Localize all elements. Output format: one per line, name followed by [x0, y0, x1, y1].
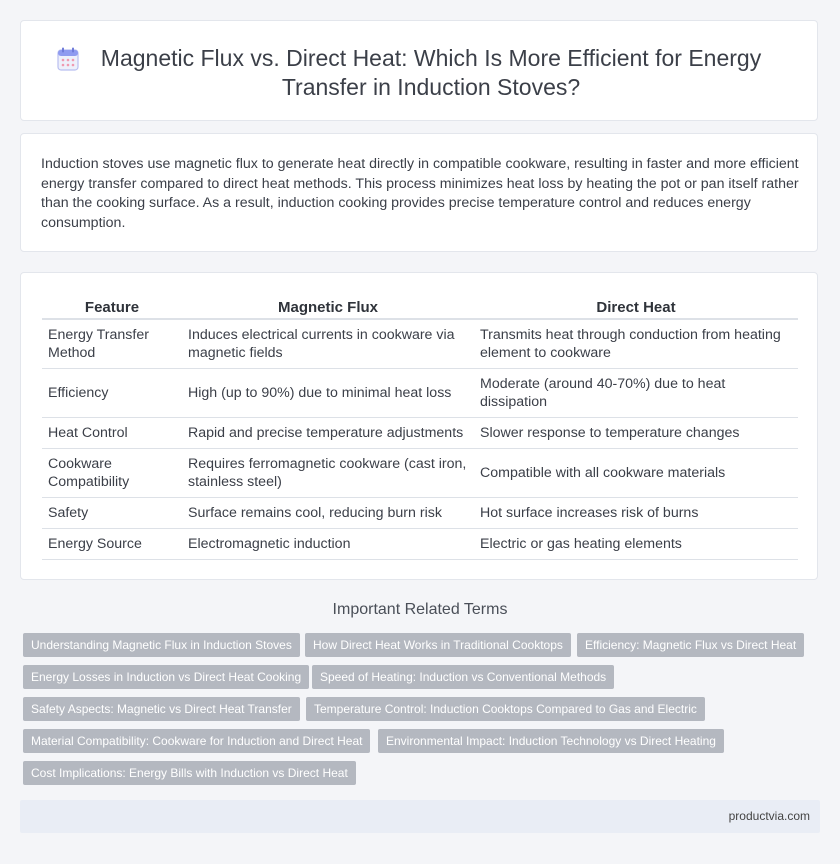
table-cell: Hot surface increases risk of burns: [474, 497, 798, 528]
table-cell: Heat Control: [42, 417, 182, 448]
table-cell: Compatible with all cookware materials: [474, 448, 798, 497]
table-row: [42, 368, 798, 417]
related-term-tag[interactable]: Understanding Magnetic Flux in Induction Stoves: [23, 633, 300, 657]
column-header: Magnetic Flux: [182, 296, 474, 319]
related-term-tag[interactable]: Environmental Impact: Induction Technology vs Direct Heating: [378, 729, 724, 753]
table-row: [42, 497, 798, 528]
table-cell: Electric or gas heating elements: [474, 528, 798, 559]
table-cell: Moderate (around 40-70%) due to heat dissipation: [474, 368, 798, 417]
table-cell: Induces electrical currents in cookware via magnetic fields: [182, 319, 474, 368]
table-cell: Cookware Compatibility: [42, 448, 182, 497]
footer-site-link[interactable]: productvia.com: [728, 809, 810, 823]
table-cell: Energy Transfer Method: [42, 319, 182, 368]
intro-paragraph: Induction stoves use magnetic flux to generate heat directly in compatible cookware, resulting in faster and more efficient energy transfer compared to direct heat methods. This process minimizes heat loss by heating the pot or pan itself rather than the cooking surface. As a result, induction cooking provides precise temperature control and reduces energy consumption.: [41, 156, 799, 231]
table-cell: Slower response to temperature changes: [474, 417, 798, 448]
comparison-card: [20, 272, 818, 580]
intro-card: [20, 133, 818, 252]
table-cell: High (up to 90%) due to minimal heat loss: [182, 368, 474, 417]
column-header: Direct Heat: [474, 296, 798, 319]
related-term-tag[interactable]: Energy Losses in Induction vs Direct Heat Cooking: [23, 665, 309, 689]
related-term-tag[interactable]: Cost Implications: Energy Bills with Induction vs Direct Heat: [23, 761, 356, 785]
table-row: [42, 448, 798, 497]
page-title: Magnetic Flux vs. Direct Heat: Which Is More Efficient for Energy Transfer in Induction Stoves?: [100, 45, 762, 100]
related-term-tag[interactable]: Material Compatibility: Cookware for Induction and Direct Heat: [23, 729, 370, 753]
related-terms-list: [23, 633, 823, 793]
table-cell: Requires ferromagnetic cookware (cast iron, stainless steel): [182, 448, 474, 497]
header-card: [20, 20, 818, 121]
table-cell: Surface remains cool, reducing burn risk: [182, 497, 474, 528]
footer: [20, 800, 820, 833]
table-cell: Safety: [42, 497, 182, 528]
related-term-tag[interactable]: How Direct Heat Works in Traditional Cooktops: [305, 633, 571, 657]
table-cell: Rapid and precise temperature adjustments: [182, 417, 474, 448]
table-row: [42, 319, 798, 368]
related-term-tag[interactable]: Speed of Heating: Induction vs Conventional Methods: [312, 665, 614, 689]
table-cell: Transmits heat through conduction from heating element to cookware: [474, 319, 798, 368]
table-cell: Electromagnetic induction: [182, 528, 474, 559]
related-terms-heading: Important Related Terms: [332, 601, 508, 618]
comparison-table: [42, 296, 798, 560]
table-header-row: [42, 296, 798, 319]
table-row: [42, 417, 798, 448]
table-row: [42, 528, 798, 559]
related-term-tag[interactable]: Efficiency: Magnetic Flux vs Direct Heat: [577, 633, 804, 657]
table-cell: Efficiency: [42, 368, 182, 417]
column-header: Feature: [42, 296, 182, 319]
related-term-tag[interactable]: Safety Aspects: Magnetic vs Direct Heat Transfer: [23, 697, 300, 721]
related-term-tag[interactable]: Temperature Control: Induction Cooktops Compared to Gas and Electric: [306, 697, 705, 721]
table-cell: Energy Source: [42, 528, 182, 559]
